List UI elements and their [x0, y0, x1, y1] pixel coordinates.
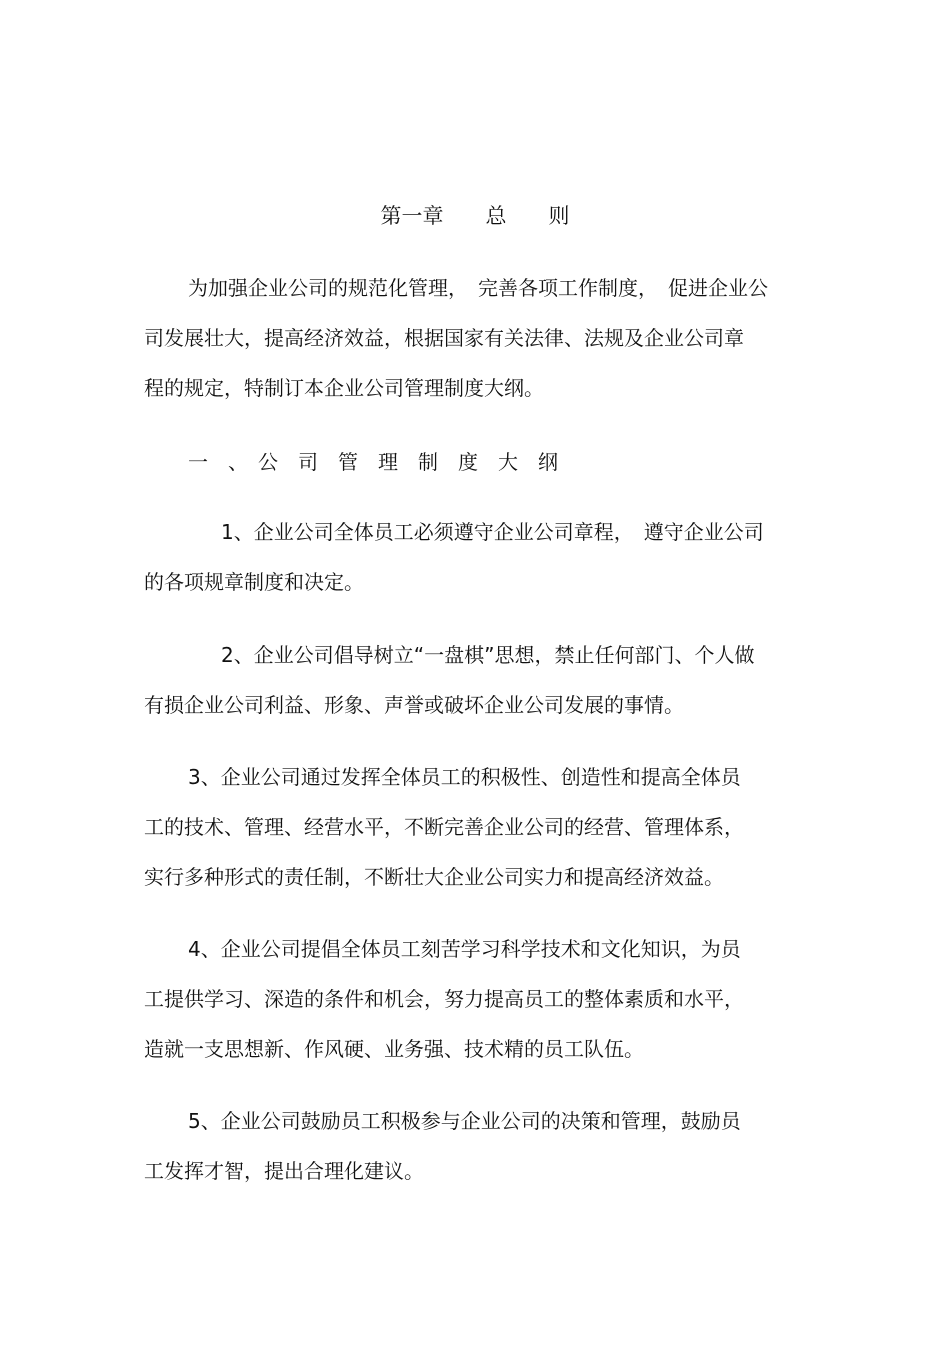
item-3-line-3: 实行多种形式的责任制，不断壮大企业公司实力和提高经济效益。 [144, 865, 724, 889]
item-2-line-1: 2、企业公司倡导树立“一盘棋”思想，禁止任何部门、个人做 [221, 643, 755, 667]
item-4-line-2: 工提供学习、深造的条件和机会，努力提高员工的整体素质和水平， [144, 987, 744, 1011]
item-2-line-2: 有损企业公司利益、形象、声誉或破坏企业公司发展的事情。 [144, 693, 684, 717]
item-3-line-1: 3、企业公司通过发挥全体员工的积极性、创造性和提高全体员 [188, 765, 741, 789]
item-4-line-3: 造就一支思想新、作风硬、业务强、技术精的员工队伍。 [144, 1037, 644, 1061]
intro-line-2: 司发展壮大，提高经济效益，根据国家有关法律、法规及企业公司章 [144, 326, 744, 350]
intro-line-3: 程的规定，特制订本企业公司管理制度大纲。 [144, 376, 544, 400]
chapter-title: 第一章 总 则 [380, 204, 570, 228]
item-1-line-2: 的各项规章制度和决定。 [144, 570, 364, 594]
item-3-line-2: 工的技术、管理、经营水平，不断完善企业公司的经营、管理体系， [144, 815, 744, 839]
item-1-line-1: 1、企业公司全体员工必须遵守企业公司章程， 遵守企业公司 [221, 520, 764, 544]
intro-line-1: 为加强企业公司的规范化管理， 完善各项工作制度， 促进企业公 [188, 276, 768, 300]
item-5-line-2: 工发挥才智，提出合理化建议。 [144, 1159, 424, 1183]
section-heading: 一 、 公 司 管 理 制 度 大 纲 [188, 450, 558, 474]
item-4-line-1: 4、企业公司提倡全体员工刻苦学习科学技术和文化知识，为员 [188, 937, 741, 961]
item-5-line-1: 5、企业公司鼓励员工积极参与企业公司的决策和管理，鼓励员 [188, 1109, 741, 1133]
